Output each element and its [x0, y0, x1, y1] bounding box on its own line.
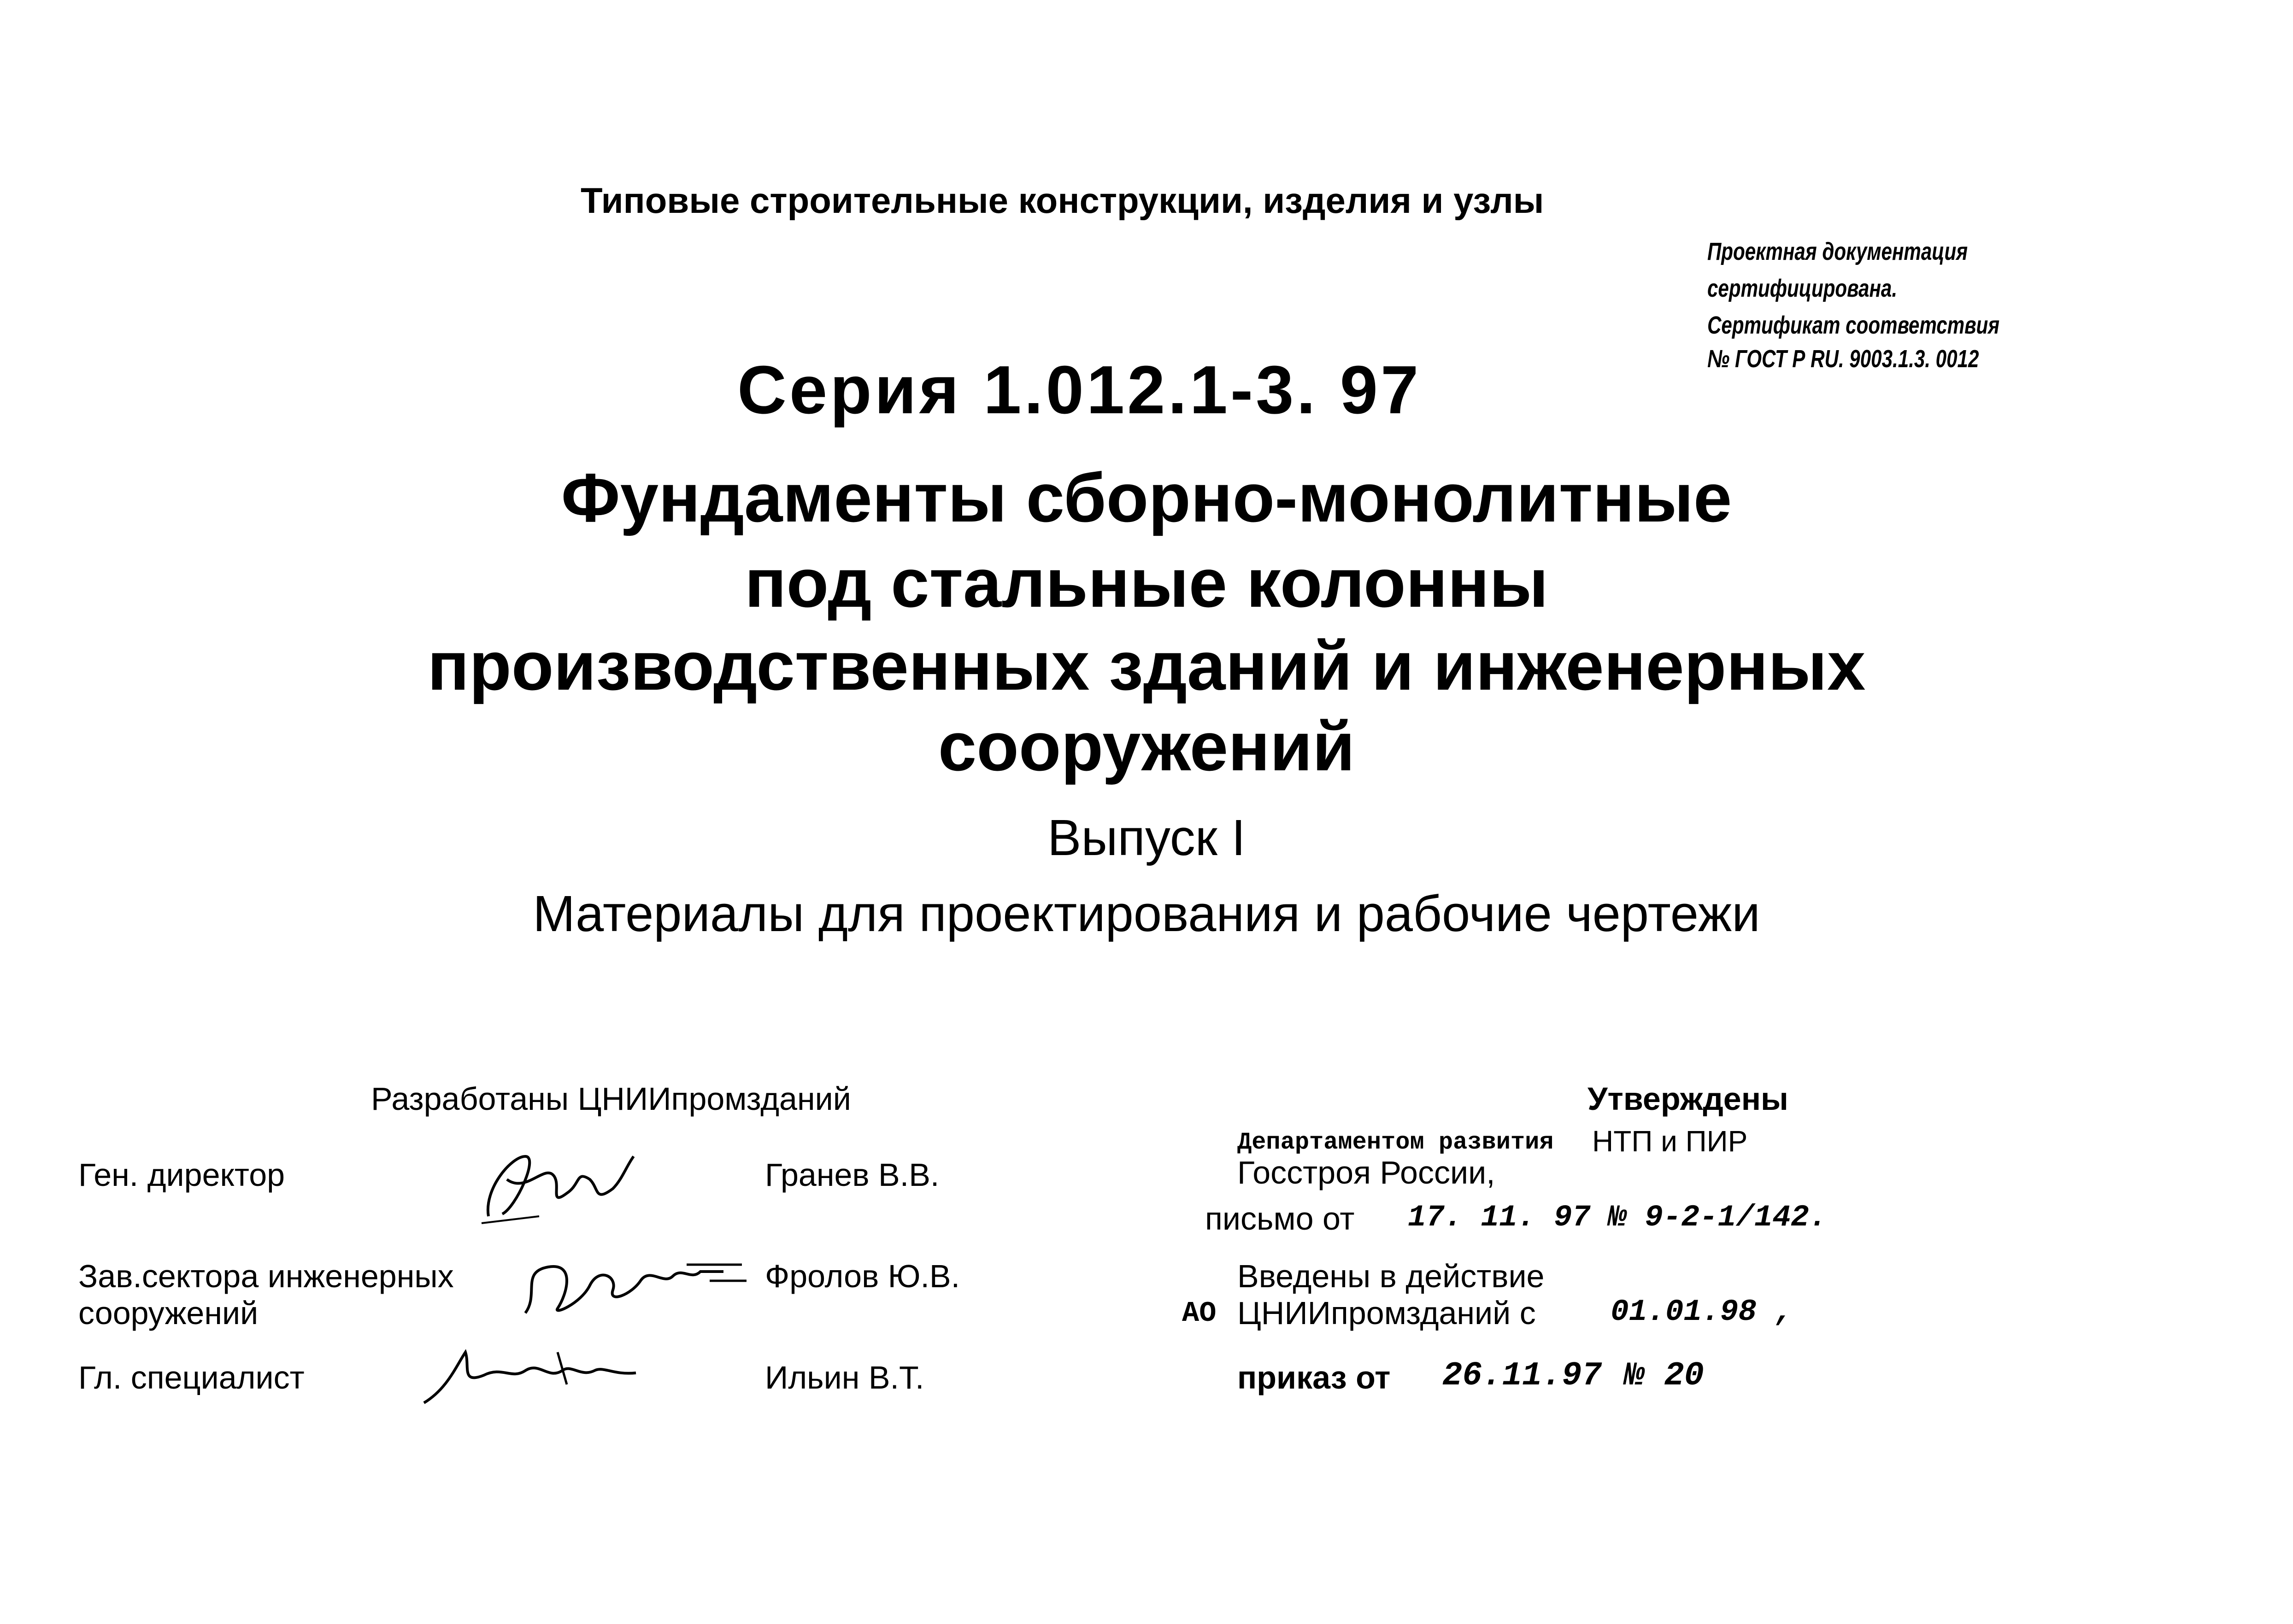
certificate-stamp-line: Проектная документация [1707, 238, 1968, 265]
document-title-line: производственных зданий и инженерных [427, 627, 1866, 704]
signatory-role: сооружений [78, 1295, 259, 1331]
document-title-line: Фундаменты сборно-монолитные [561, 459, 1732, 536]
issue-number: Выпуск I [1047, 809, 1246, 866]
signatory-role: Зав.сектора инженерных [78, 1258, 454, 1294]
approval-department-suffix: НТП и ПИР [1592, 1125, 1748, 1158]
signatory-name: Гранев В.В. [765, 1157, 940, 1193]
approval-heading: Утверждены [1587, 1081, 1788, 1117]
document-title-line: сооружений [938, 708, 1355, 785]
developers-heading: Разработаны ЦНИИпромзданий [371, 1081, 851, 1117]
certificate-stamp-line: Сертификат соответствия [1707, 311, 2000, 339]
approval-department: Департаментом развития [1237, 1129, 1554, 1156]
signature-ilyin [419, 1338, 650, 1412]
order-label: приказ от [1237, 1360, 1391, 1395]
enacted-label: Введены в действие [1237, 1258, 1545, 1294]
enacted-prefix: АО [1182, 1297, 1217, 1330]
order-date: 26.11.97 [1442, 1357, 1602, 1395]
approval-organization: Госстроя России, [1237, 1155, 1495, 1190]
letter-number: № 9-2-1/142. [1608, 1200, 1828, 1235]
letter-date: 17. 11. 97 [1408, 1200, 1591, 1235]
letter-label: письмо от [1205, 1201, 1355, 1237]
signatory-name: Фролов Ю.В. [765, 1258, 960, 1294]
order-number: № 20 [1624, 1357, 1704, 1395]
certificate-stamp-line: сертифицирована. [1707, 275, 1898, 302]
series-number: Серия 1.012.1-3. 97 [737, 352, 1422, 428]
document-title-line: под стальные колонны [745, 544, 1548, 621]
enacted-organization: ЦНИИпромзданий с [1237, 1295, 1536, 1331]
series-name: Типовые строительные конструкции, изделия и узлы [581, 180, 1544, 221]
signature-granev [475, 1138, 641, 1230]
signatory-role: Гл. специалист [78, 1360, 305, 1395]
issue-subtitle: Материалы для проектирования и рабочие чертежи [533, 885, 1760, 942]
signature-frolov [512, 1239, 751, 1331]
signatory-name: Ильин В.Т. [765, 1360, 924, 1395]
enacted-date: 01.01.98 , [1611, 1295, 1793, 1329]
signatory-role: Ген. директор [78, 1157, 285, 1193]
certificate-stamp-line: № ГОСТ Р RU. 9003.1.3. 0012 [1707, 345, 1979, 373]
